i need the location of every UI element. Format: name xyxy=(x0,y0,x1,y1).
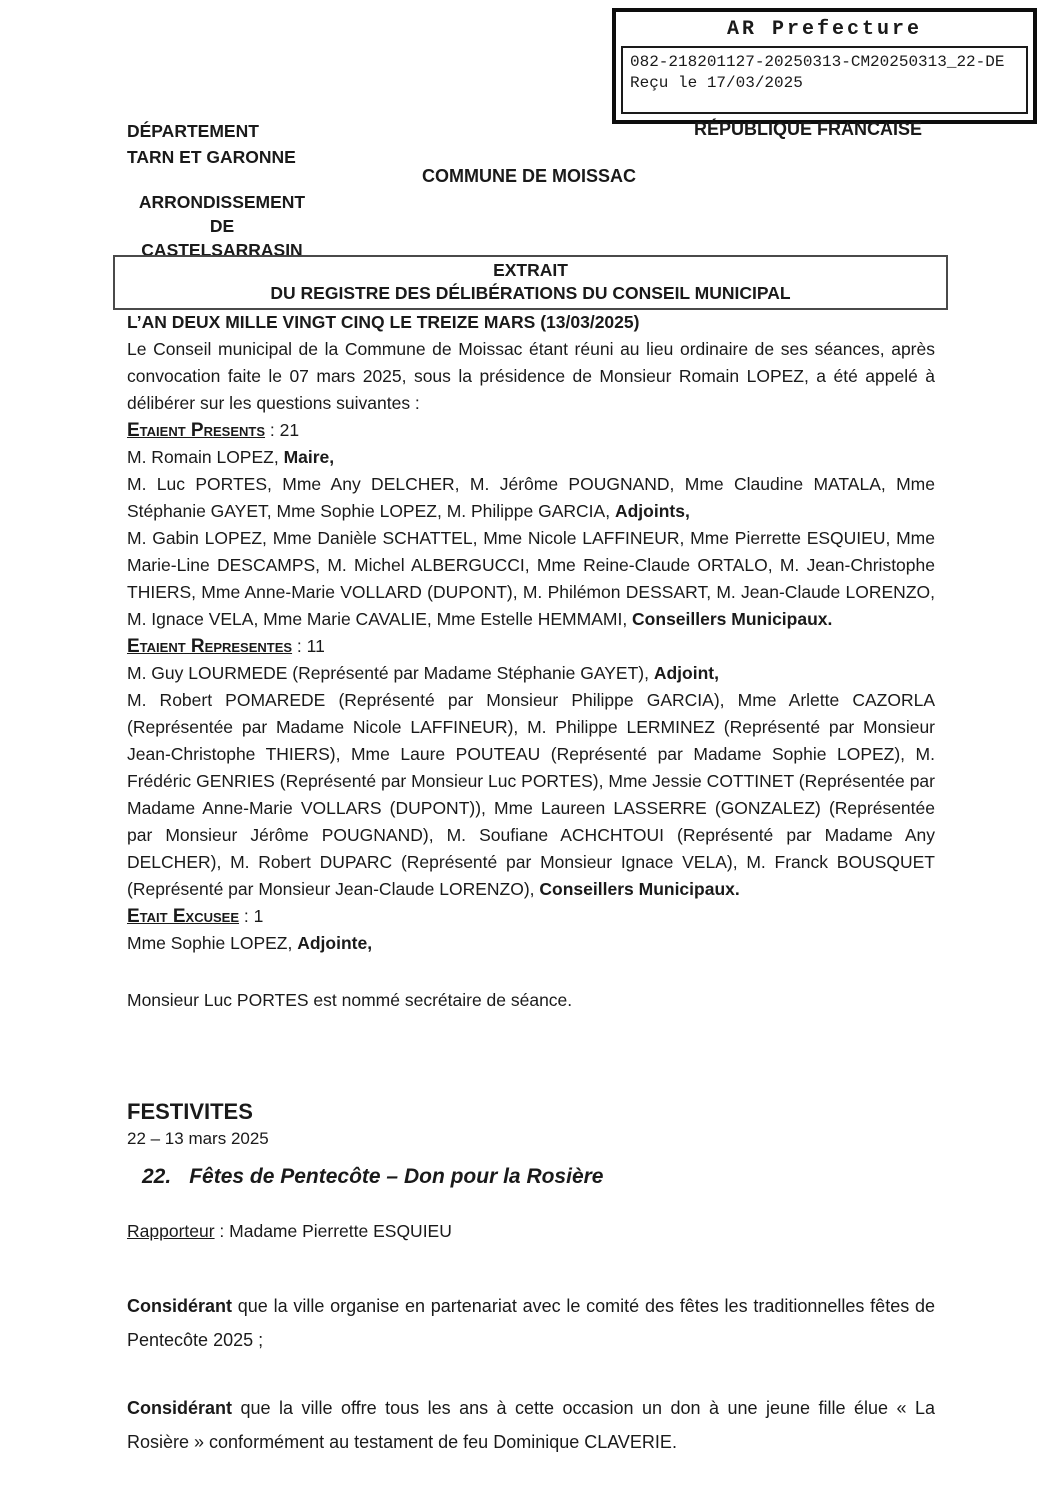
agenda-item-text: Fêtes de Pentecôte – Don pour la Rosière xyxy=(189,1165,604,1188)
represented-roll-count: : 11 xyxy=(292,636,325,656)
rapporteur-name: : Madame Pierrette ESQUIEU xyxy=(214,1221,452,1241)
conseillers-presents-title: Conseillers Municipaux. xyxy=(632,609,833,629)
arrondissement-name: CASTELSARRASIN xyxy=(141,240,303,260)
adjoints-line xyxy=(127,471,935,525)
title-box-line2: DU REGISTRE DES DÉLIBÉRATIONS DU CONSEIL MUNICIPAL xyxy=(270,283,791,303)
stamp-received-date: Reçu le 17/03/2025 xyxy=(630,74,803,92)
stamp-receipt-box xyxy=(621,46,1028,114)
session-date: L’AN DEUX MILLE VINGT CINQ LE TREIZE MARS (13/03/2025) xyxy=(127,312,640,332)
excused-line xyxy=(127,930,935,957)
considerant-text: que la ville offre tous les ans à cette occasion un don à une jeune fille élue « La Rosière » conformément au testament de feu Dominique CLAVERIE. xyxy=(127,1398,935,1452)
considerant-paragraph xyxy=(127,1289,935,1357)
conseillers-presents-line xyxy=(127,525,935,633)
represented-roll-heading xyxy=(127,633,935,660)
departement-name: TARN ET GARONNE xyxy=(127,147,296,167)
section-heading: FESTIVITES xyxy=(127,1099,253,1124)
maire-names: M. Romain LOPEZ, xyxy=(127,447,284,467)
represented-adjoint-title: Adjoint, xyxy=(653,663,719,683)
commune-label: COMMUNE DE MOISSAC xyxy=(421,166,636,186)
conseillers-presents-names: M. Gabin LOPEZ, Mme Danièle SCHATTEL, Mme Nicole LAFFINEUR, Mme Pierrette ESQUIEU, Mme Marie-Line DESCAMPS, M. Michel ALBERGUCCI, Mme Reine-Claude ORTALO, M. Jean-Christophe THIERS, Mme Anne-Marie VOLLARD (DUPONT), M. Philémon DESSART, M. Jean-Claude LORENZO, M. Ignace VELA, Mme Marie CAVALIE, Mme Estelle HEMMAMI, xyxy=(127,528,935,629)
represented-conseillers-title: Conseillers Municipaux. xyxy=(539,879,740,899)
rapporteur-line xyxy=(127,1218,935,1245)
arrondissement-block xyxy=(127,190,317,262)
adjoints-title: Adjoints, xyxy=(614,501,690,521)
agenda-item-number: 22. xyxy=(142,1165,172,1188)
stamp-reference: 082-218201127-20250313-CM20250313_22-DE xyxy=(630,53,1005,71)
excused-roll-count: : 1 xyxy=(239,906,264,926)
adjoints-names: M. Luc PORTES, Mme Any DELCHER, M. Jérôme POUGNAND, Mme Claudine MATALA, Mme Stéphanie GAYET, Mme Sophie LOPEZ, M. Philippe GARCIA, xyxy=(127,474,935,521)
session-intro: Le Conseil municipal de la Commune de Moissac étant réuni au lieu ordinaire de ses séances, après convocation faite le 07 mars 2025, sous la présidence de Monsieur Romain LOPEZ, a été appelé à délibérer sur les questions suivantes : xyxy=(127,339,935,413)
title-box-line1: EXTRAIT xyxy=(493,260,568,280)
agenda-item-title xyxy=(127,1162,935,1192)
represented-conseillers-line xyxy=(127,687,935,903)
deliberation-title-box xyxy=(113,255,948,310)
departement-label: DÉPARTEMENT xyxy=(127,121,259,141)
section-date-ref: 22 – 13 mars 2025 xyxy=(127,1129,269,1148)
considerant-lead: Considérant xyxy=(127,1398,233,1418)
excused-title: Adjointe, xyxy=(297,933,373,953)
maire-line xyxy=(127,444,935,471)
represented-adjoint-names: M. Guy LOURMEDE (Représenté par Madame Stéphanie GAYET), xyxy=(127,663,654,683)
secretary-line: Monsieur Luc PORTES est nommé secrétaire de séance. xyxy=(127,990,573,1010)
prefecture-stamp xyxy=(612,8,1037,124)
represented-roll-label: Etaient Representes xyxy=(127,636,293,657)
excused-roll-heading xyxy=(127,903,935,930)
rapporteur-label: Rapporteur xyxy=(127,1221,215,1241)
arrondissement-label: ARRONDISSEMENT xyxy=(138,192,306,212)
stamp-title: AR Prefecture xyxy=(726,18,923,41)
considerant-paragraph xyxy=(127,1391,935,1459)
excused-names: Mme Sophie LOPEZ, xyxy=(127,933,298,953)
represented-conseillers-names: M. Robert POMAREDE (Représenté par Monsieur Philippe GARCIA), Mme Arlette CAZORLA (Représentée par Madame Nicole LAFFINEUR), M. Philippe LERMINEZ (Représenté par Monsieur Jean-Christophe THIERS), Mme Laure POUTEAU (Représenté par Madame Sophie LOPEZ), M. Frédéric GENRIES (Représenté par Monsieur Luc PORTES), Mme Jessie COTTINET (Représentée par Madame Anne-Marie VOLLARS (DUPONT)), Mme Laureen LASSERRE (GONZALEZ) (Représentée par Monsieur Jérôme POUGNAND), M. Soufiane ACHCHTOUI (Représenté par Madame Any DELCHER), M. Robert DUPARC (Représenté par Monsieur Ignace VELA), M. Franck BOUSQUET (Représenté par Monsieur Jean-Claude LORENZO), xyxy=(127,690,935,899)
represented-adjoint-line xyxy=(127,660,935,687)
maire-title: Maire, xyxy=(283,447,335,467)
present-roll-count: : 21 xyxy=(265,420,300,440)
excused-roll-label: Etait Excusee xyxy=(127,906,240,927)
republique-label: RÉPUBLIQUE FRANCAISE xyxy=(693,119,922,139)
present-roll-heading xyxy=(127,417,935,444)
considerant-lead: Considérant xyxy=(127,1296,233,1316)
arrondissement-de: DE xyxy=(209,216,235,236)
considerant-text: que la ville organise en partenariat avec le comité des fêtes les traditionnelles fêtes de Pentecôte 2025 ; xyxy=(127,1296,935,1350)
document-body xyxy=(127,309,935,1459)
departement-block xyxy=(127,118,296,170)
present-roll-label: Etaient Presents xyxy=(127,420,266,441)
